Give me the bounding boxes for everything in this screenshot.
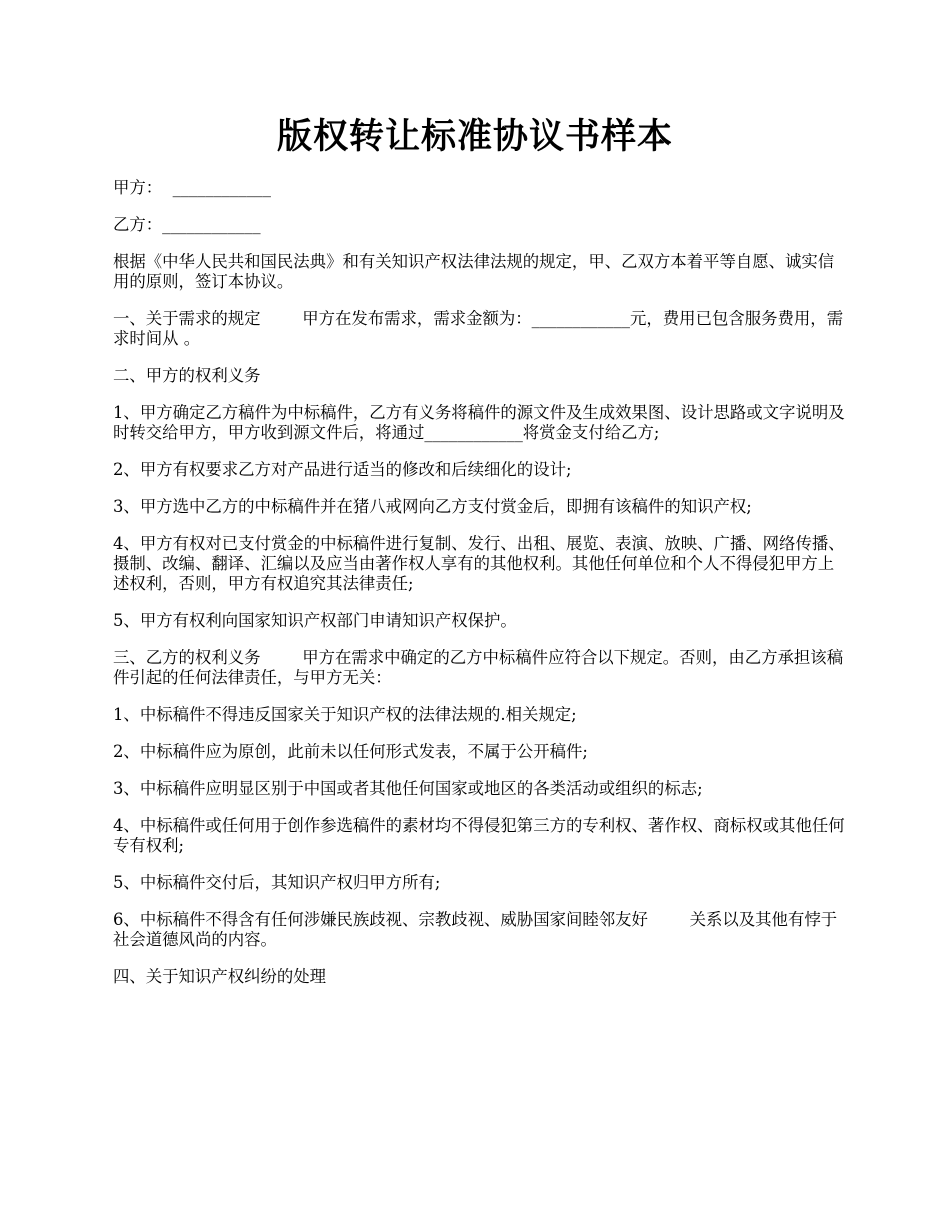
section-3-item-3: 3、中标稿件应明显区别于中国或者其他任何国家或地区的各类活动或组织的标志; <box>113 779 703 798</box>
section-2-item-1: 1、甲方确定乙方稿件为中标稿件，乙方有义务将稿件的源文件及生成效果图、设计思路或文字说明及时转交给甲方，甲方收到源文件后，将通过____________将赏金支付给乙方; <box>113 403 845 442</box>
section-2-item-4: 4、甲方有权对已支付赏金的中标稿件进行复制、发行、出租、展览、表演、放映、广播、网络传播、摄制、改编、翻译、汇编以及应当由著作权人享有的其他权利。其他任何单位和个人不得侵犯甲方上述权利，否则，甲方有权追究其法律责任; <box>113 534 845 593</box>
section-2-item-2: 2、甲方有权要求乙方对产品进行适当的修改和后续细化的设计; <box>113 460 572 479</box>
document-title: 版权转让标准协议书样本 <box>276 116 673 157</box>
document-body <box>113 178 848 1004</box>
section-3-item-1: 1、中标稿件不得违反国家关于知识产权的法律法规的.相关规定; <box>113 705 577 724</box>
section-3-item-5: 5、中标稿件交付后，其知识产权归甲方所有; <box>113 873 441 892</box>
section-1-demand: 一、关于需求的规定 甲方在发布需求，需求金额为：____________元，费用已包含服务费用，需求时间从 。 <box>113 309 844 348</box>
preamble-paragraph: 根据《中华人民共和国民法典》和有关知识产权法律法规的规定，甲、乙双方本着平等自愿、诚实信用的原则，签订本协议。 <box>113 252 835 291</box>
section-2-item-5: 5、甲方有权利向国家知识产权部门申请知识产权保护。 <box>113 611 517 630</box>
section-4-heading: 四、关于知识产权纠纷的处理 <box>113 967 327 986</box>
section-3-heading: 三、乙方的权利义务 甲方在需求中确定的乙方中标稿件应符合以下规定。否则，由乙方承担该稿件引起的任何法律责任，与甲方无关： <box>113 648 844 687</box>
party-b-line: 乙方：____________ <box>113 215 261 234</box>
section-2-heading: 二、甲方的权利义务 <box>113 366 261 385</box>
section-3-item-6: 6、中标稿件不得含有任何涉嫌民族歧视、宗教歧视、威胁国家间睦邻友好 关系以及其他有悖于社会道德风尚的内容。 <box>113 910 838 949</box>
section-2-item-3: 3、甲方选中乙方的中标稿件并在猪八戒网向乙方支付赏金后，即拥有该稿件的知识产权; <box>113 497 752 516</box>
section-3-item-2: 2、中标稿件应为原创，此前未以任何形式发表，不属于公开稿件; <box>113 742 588 761</box>
section-3-item-4: 4、中标稿件或任何用于创作参选稿件的素材均不得侵犯第三方的专利权、著作权、商标权或其他任何专有权利; <box>113 816 845 855</box>
party-a-line: 甲方： ____________ <box>113 178 271 197</box>
